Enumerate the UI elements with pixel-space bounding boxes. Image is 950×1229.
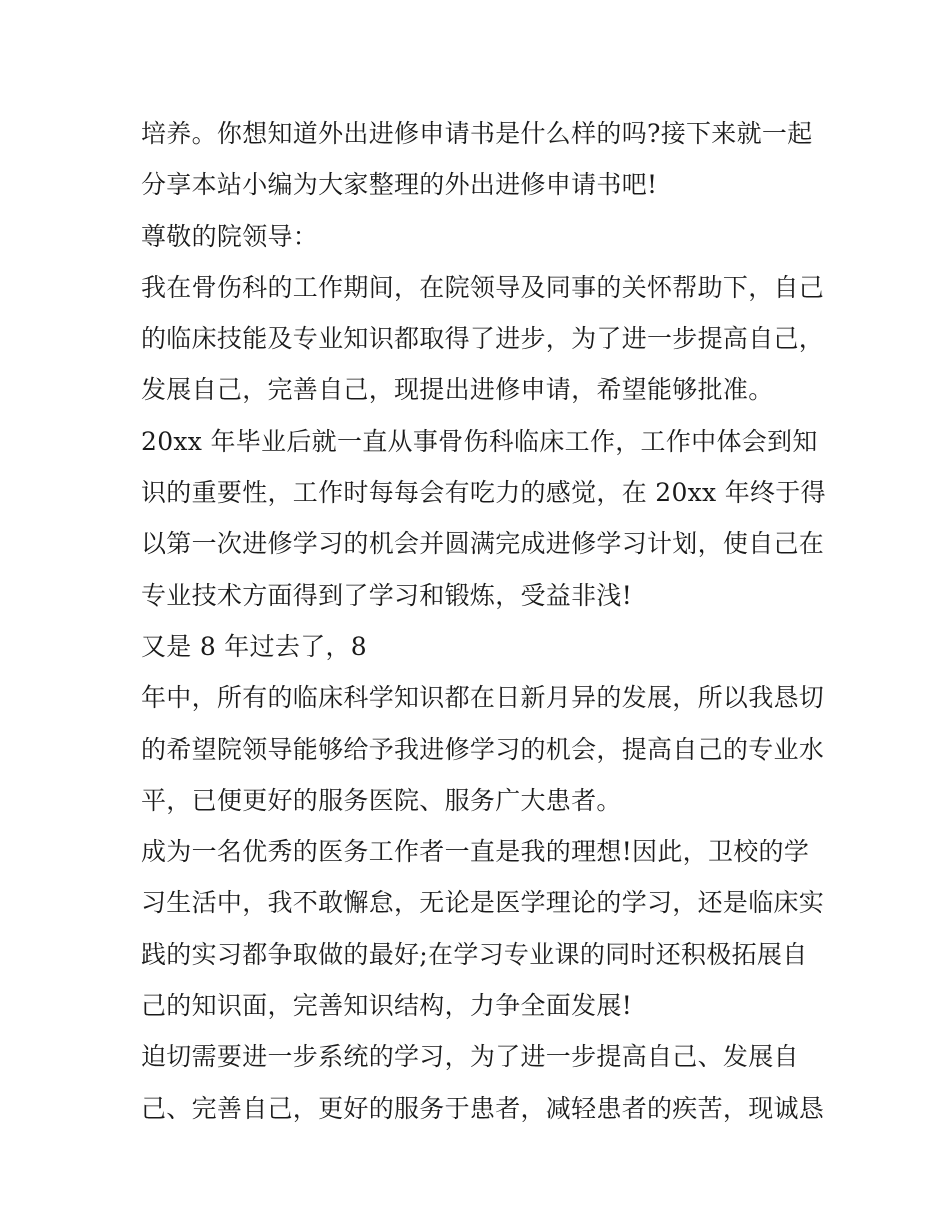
text-line: 习生活中，我不敢懈怠，无论是医学理论的学习，还是临床实: [141, 888, 825, 918]
text-line: 的希望院领导能够给予我进修学习的机会，提高自己的专业水: [141, 734, 825, 764]
text-line: 己的知识面，完善知识结构，力争全面发展!: [141, 991, 633, 1021]
text-line: 又是 8 年过去了，8: [141, 631, 368, 661]
text-line: 的临床技能及专业知识都取得了进步，为了进一步提高自己，: [141, 324, 825, 354]
text-line: 专业技术方面得到了学习和锻炼，受益非浅!: [141, 580, 633, 610]
text-line: 发展自己，完善自己，现提出进修申请，希望能够批准。: [141, 375, 774, 405]
text-line: 以第一次进修学习的机会并圆满完成进修学习计划，使自己在: [141, 529, 825, 559]
text-line: 我在骨伤科的工作期间，在院领导及同事的关怀帮助下，自己: [141, 272, 825, 302]
text-line: 年中，所有的临床科学知识都在日新月异的发展，所以我恳切: [141, 683, 825, 713]
text-line: 成为一名优秀的医务工作者一直是我的理想!因此，卫校的学: [141, 837, 810, 867]
text-line: 培养。你想知道外出进修申请书是什么样的吗?接下来就一起: [141, 119, 813, 148]
text-line: 分享本站小编为大家整理的外出进修申请书吧!: [141, 170, 658, 200]
text-line: 迫切需要进一步系统的学习，为了进一步提高自己、发展自: [141, 1042, 799, 1072]
text-line: 识的重要性，工作时每每会有吃力的感觉，在 20xx 年终于得: [141, 478, 826, 508]
salutation: 尊敬的院领导：: [141, 221, 319, 251]
text-line: 践的实习都争取做的最好;在学习专业课的同时还积极拓展自: [141, 939, 808, 969]
text-line: 20xx 年毕业后就一直从事骨伤科临床工作，工作中体会到知: [141, 426, 818, 456]
text-line: 己、完善自己，更好的服务于患者，减轻患者的疾苦，现诚恳: [141, 1093, 825, 1123]
body-text: [141, 108, 826, 1134]
text-line: 平，已便更好的服务医院、服务广大患者。: [141, 785, 622, 815]
